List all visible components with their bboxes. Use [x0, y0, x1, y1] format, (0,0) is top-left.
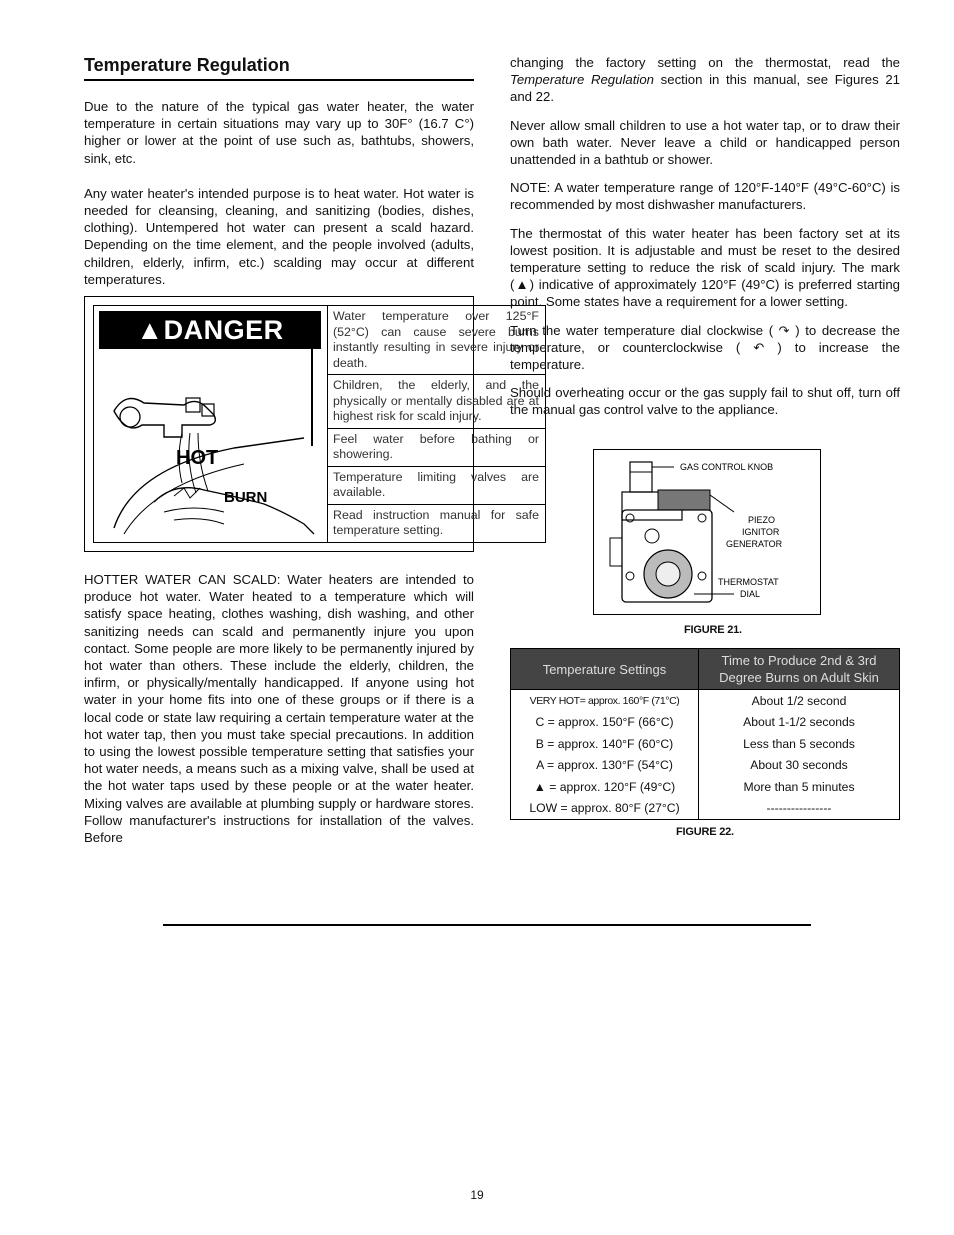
svg-text:DIAL: DIAL	[740, 589, 761, 599]
paragraph-hotter-water: HOTTER WATER CAN SCALD: Water heaters are intended to produce hot water. Water heated to a temperature which will satisfy space heating, clothes washing, dish washing, and other sanitizing needs can scald and permanently injure you upon contact. Some people are more likely to be permanently injured by hot water than others. These include the elderly, children, the infirm, or physically/mentally handicapped. If anyone using hot water in your home fits into one of these groups or if there is a local code or state law requiring a certain temperature water at the hot water tap, then you must take special precautions. In addition to using the lowest possible temperature setting that satisfies your hot water needs, a means such as a mixing valve, shall be used at the hot water taps used by these people or at the water heater. Mixing valves are available at plumbing supply or hardware stores. Follow manufacturer's instructions for installation of the valves. Before	[84, 572, 474, 846]
table-cell: LOW = approx. 80°F (27°C)	[511, 798, 699, 820]
table-cell: Less than 5 seconds	[699, 733, 900, 755]
svg-text:HOT: HOT	[176, 447, 219, 469]
warning-triangle-icon: ▲	[533, 779, 550, 794]
svg-text:GAS CONTROL KNOB: GAS CONTROL KNOB	[680, 462, 774, 472]
table-row	[511, 776, 900, 798]
table-cell: ▲ = approx. 120°F (49°C)	[511, 776, 699, 798]
left-column	[84, 54, 474, 288]
table-cell: More than 5 minutes	[699, 776, 900, 798]
paragraph-temperature-variation: Due to the nature of the typical gas water heater, the water temperature in certain situations may vary up to 30F° (16.7 C°) higher or lower at the point of use such as, bathtubs, showers, sink, etc.	[84, 99, 474, 166]
table-cell: B = approx. 140°F (60°C)	[511, 733, 699, 755]
paragraph-dial-direction: Turn the water temperature dial clockwise ( ↷ ) to decrease the temperature, or counterclockwise ( ↶ ) to increase the temperature.	[510, 322, 900, 373]
faucet-scald-illustration	[94, 306, 327, 542]
table-cell: ----------------	[699, 798, 900, 820]
danger-item-2: Children, the elderly, and the physically or mentally disabled are at highest risk for scald injury.	[333, 378, 539, 423]
page-divider	[163, 924, 811, 926]
danger-item-4: Temperature limiting valves are available.	[333, 469, 539, 499]
left-column-lower	[84, 571, 474, 846]
table-cell: About 1/2 second	[699, 690, 900, 712]
figure-21-caption: FIGURE 21.	[684, 624, 742, 636]
paragraph-dishwasher-note: NOTE: A water temperature range of 120°F-140°F (49°C-60°C) is recommended by most dishwasher manufacturers.	[510, 180, 900, 213]
column-header-burn-time: Time to Produce 2nd & 3rd Degree Burns on Adult Skin	[699, 649, 900, 690]
table-cell: C = approx. 150°F (66°C)	[511, 712, 699, 734]
figure-21-gas-control	[593, 449, 821, 615]
table-cell: About 30 seconds	[699, 755, 900, 777]
paragraph-changing-setting: changing the factory setting on the thermostat, read the Temperature Regulation section in this manual, see Figures 21 and 22.	[510, 55, 900, 105]
table-row	[511, 733, 900, 755]
clockwise-arrow-icon: ↷	[773, 322, 796, 338]
svg-text:PIEZO: PIEZO	[748, 515, 776, 525]
scald-time-table	[510, 648, 900, 820]
column-header-temperature: Temperature Settings	[511, 649, 699, 690]
danger-banner: ▲DANGER	[99, 311, 321, 349]
piezo-ignitor-icon	[645, 529, 659, 543]
table-row	[511, 755, 900, 777]
danger-item-1: Water temperature over 125°F (52°C) can cause severe burns instantly resulting in severe injury or death.	[333, 309, 539, 370]
paragraph-thermostat-setting: The thermostat of this water heater has been factory set at its lowest position. It is adjustable and must be reset to the desired temperature setting to reduce the risk of scald injury. The mark (▲) indicative of approximately 120°F (49°C) is preferred starting point. Some states have a requirement for a lower setting.	[510, 225, 900, 310]
section-heading: Temperature Regulation	[84, 54, 474, 81]
table-cell: About 1-1/2 seconds	[699, 712, 900, 734]
page-number: 19	[470, 1188, 484, 1202]
figure-22-caption: FIGURE 22.	[676, 826, 734, 838]
warning-triangle-icon: ▲	[514, 277, 530, 293]
gas-control-knob-icon	[630, 462, 652, 492]
table-cell: A = approx. 130°F (54°C)	[511, 755, 699, 777]
svg-text:THERMOSTAT: THERMOSTAT	[718, 577, 779, 587]
counterclockwise-arrow-icon: ↶	[740, 339, 778, 355]
svg-text:GENERATOR: GENERATOR	[726, 539, 783, 549]
danger-item-5: Read instruction manual for safe temperature setting.	[333, 507, 539, 537]
table-cell: VERY HOT= approx. 160°F (71°C)	[511, 690, 699, 712]
right-column	[510, 54, 900, 419]
paragraph-overheating: Should overheating occur or the gas supply fail to shut off, turn off the manual gas control valve to the appliance.	[510, 385, 900, 418]
warning-triangle-icon: ▲	[136, 315, 164, 345]
table-row	[511, 712, 900, 734]
paragraph-intended-purpose: Any water heater's intended purpose is to heat water. Hot water is needed for cleansing, cleaning, and sanitizing (bodies, dishes, clothing). Untempered hot water can present a scald hazard. Depending on the time element, and the people involved (adults, children, elderly, infirm, etc.) scalding may occur at different temperatures.	[84, 185, 474, 287]
table-row	[511, 690, 900, 712]
danger-illustration	[93, 305, 328, 543]
danger-warning-box	[84, 296, 539, 552]
danger-item-3: Feel water before bathing or showering.	[333, 431, 539, 461]
svg-text:BURN: BURN	[224, 489, 268, 506]
svg-text:IGNITOR: IGNITOR	[742, 527, 780, 537]
gas-control-valve-diagram	[594, 450, 820, 614]
faucet-handle-icon	[120, 407, 140, 427]
paragraph-children-warning: Never allow small children to use a hot water tap, or to draw their own bath water. Never leave a child or handicapped person unattended in a bathtub or shower.	[510, 117, 900, 168]
table-row	[511, 798, 900, 820]
